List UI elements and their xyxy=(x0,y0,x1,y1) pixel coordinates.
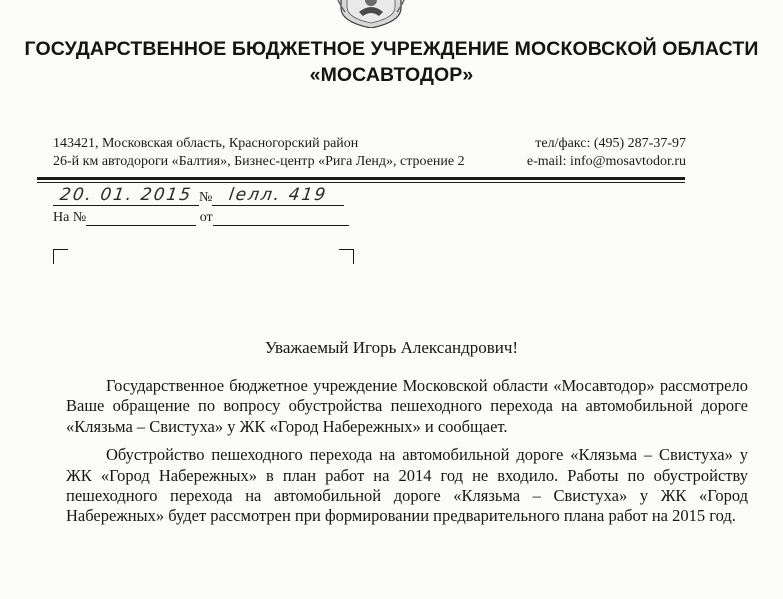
from-label: от xyxy=(199,210,213,225)
paragraph: Государственное бюджетное учреждение Московской области «Мосавтодор» рассмотрело Ваше обращение по вопросу обустройства пешеходного перехода на автомобильной дороге «Клязьма – Свистуха» у ЖК «Город Набережных» и сообщает. xyxy=(66,376,748,436)
date-field xyxy=(53,185,199,206)
header-divider xyxy=(37,177,685,180)
handwritten-number: lелл. 419 xyxy=(227,185,329,205)
number-field xyxy=(212,185,344,206)
address-block xyxy=(53,135,465,171)
paragraph: Обустройство пешеходного перехода на автомобильной дороге «Клязьма – Свистуха» у ЖК «Город Набережных» в план работ на 2014 год не входило. Работы по обустройству пешеходного перехода на автомобильной дороге «Клязьма – Свистуха» у ЖК «Город Набережных» будет рассмотрен при формировании предварительного плана работ на 2015 год. xyxy=(66,445,748,526)
header-divider-thin xyxy=(37,182,685,183)
letter-body xyxy=(66,376,748,535)
handwritten-date: 20. 01. 2015 xyxy=(58,185,194,205)
address-corner-mark xyxy=(53,249,68,264)
reference-line xyxy=(53,209,349,226)
coat-of-arms-icon xyxy=(333,0,409,28)
address-line: 26-й км автодороги «Балтия», Бизнес-центр «Рига Ленд», строение 2 xyxy=(53,154,465,169)
salutation: Уважаемый Игорь Александрович! xyxy=(264,338,519,357)
contact-block xyxy=(527,135,686,171)
reference-number-field xyxy=(86,209,196,226)
address-line: 143421, Московская область, Красногорский район xyxy=(53,136,359,151)
reference-label: На № xyxy=(53,210,87,225)
organization-name: ГОСУДАРСТВЕННОЕ БЮДЖЕТНОЕ УЧРЕЖДЕНИЕ МОСКОВСКОЙ ОБЛАСТИ xyxy=(24,38,759,60)
address-corner-mark xyxy=(339,249,354,264)
organization-short-name: «МОСАВТОДОР» xyxy=(309,64,474,86)
number-label: № xyxy=(199,190,213,205)
registration-date-number xyxy=(53,185,344,206)
email: e-mail: info@mosavtodor.ru xyxy=(526,154,686,169)
phone-fax: тел/факс: (495) 287-37-97 xyxy=(535,136,686,151)
reference-date-field xyxy=(213,209,349,226)
